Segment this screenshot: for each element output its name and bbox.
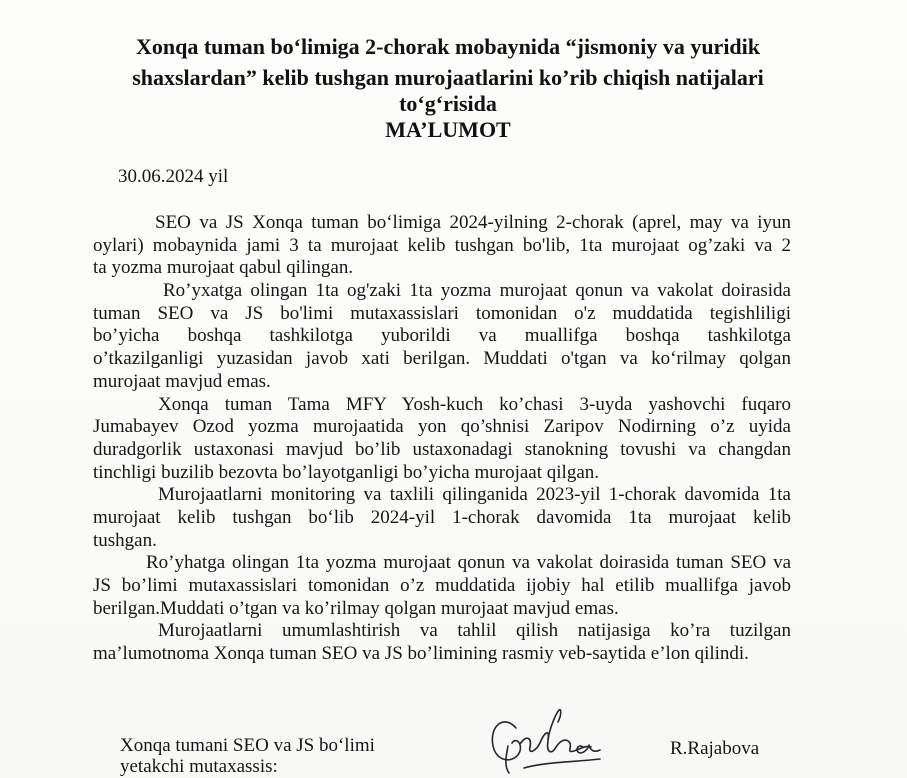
body-text [93,212,791,666]
handwritten-signature [486,706,608,776]
paragraph [93,620,791,665]
signatory-position-line: Xonqa tumani SEO va JS bo‘limi [120,735,375,756]
paragraph-line: Jumabayev Ozod yozma murojaatida yon qo’shnisi Zaripov Nodirning o’z uyida [93,416,791,438]
paragraph-line: murojaat mavjud emas. [93,370,271,392]
document-title [0,34,896,143]
paragraph-line: oylari) mobaynida jami 3 ta murojaat kelib tushgan bo'lib, 1ta murojaat og’zaki va 2 [93,234,791,256]
paragraph-line: tinchligi buzilib bezovta bo’layotganligi bo’yicha murojaat qilgan. [93,461,600,483]
signatory-position-line: yetakchi mutaxassis: [120,756,278,777]
paragraph-line: duradgorlik ustaxonasi mavjud bo’lib ustaxonadagi stanokning tovushi va changdan [93,438,791,460]
signatory-name: R.Rajabova [670,738,760,759]
paragraph [93,394,791,485]
paragraph [93,552,791,620]
signatory-position [120,735,375,777]
paragraph-line: tushgan. [93,529,157,551]
paragraph-line: JS bo’limi mutaxassislari tomonidan o’z muddatida ijobiy hal etilib muallifga javob [93,575,791,596]
title-line: Xonqa tuman bo‘limiga 2-chorak mobaynida “jismoniy va yuridik [135,34,761,59]
paragraph [93,280,791,393]
title-line: shaxslardan” kelib tushgan murojaatlarini ko’rib chiqish natijalari [132,65,764,90]
paragraph-line: Ro’yhatga olingan 1ta yozma murojaat qonun va vakolat doirasida tuman SEO va [146,552,791,574]
paragraph-line: tuman SEO va JS bo'limi mutaxassislari tomonidan o'z muddatida tegishliligi [93,302,791,324]
signature-stroke [524,759,600,768]
signature-stroke [520,733,591,752]
paragraph-line: ma’lumotnoma Xonqa tuman SEO va JS bo’limining rasmiy veb-saytida e’lon qilindi. [93,643,749,665]
paragraph-line: Xonqa tuman Tama MFY Yosh-kuch ko’chasi 3-uyda yashovchi fuqaro [158,393,791,415]
paragraph [93,212,791,280]
document-heading: MA’LUMOT [385,117,511,142]
paragraph-line: Murojaatlarni umumlashtirish va tahlil qilish natijasiga ko’ra tuzilgan [158,620,791,642]
document-date: 30.06.2024 yil [118,166,229,187]
paragraph-line: Ro’yxatga olingan 1ta og'zaki 1ta yozma murojaat qonun va vakolat doirasida [163,280,791,302]
paragraph-line: bo’yicha boshqa tashkilotga yuborildi va muallifga boshqa tashkilotga [93,325,791,347]
paragraph-line: Murojaatlarni monitoring va taxlili qilinganida 2023-yil 1-chorak davomida 1ta [158,484,791,506]
paragraph-line: ta yozma murojaat qabul qilingan. [93,257,354,279]
paragraph-line: o’tkazilganligi yuzasidan javob xati berilgan. Muddati o'tgan va ko‘rilmay qolgan [93,348,791,370]
signature-stroke [548,710,561,739]
paragraph-line: murojaat kelib tushgan bo‘lib 2024-yil 1-chorak davomida 1ta murojaat kelib [93,506,791,528]
paragraph-line: SEO va JS Xonqa tuman bo‘limiga 2024-yilning 2-chorak (aprel, may va iyun [155,212,791,233]
title-line: to‘g‘risida [399,91,497,116]
paragraph-line: berilgan.Muddati o’tgan va ko’rilmay qolgan murojaat mavjud emas. [93,597,619,619]
paragraph [93,484,791,552]
